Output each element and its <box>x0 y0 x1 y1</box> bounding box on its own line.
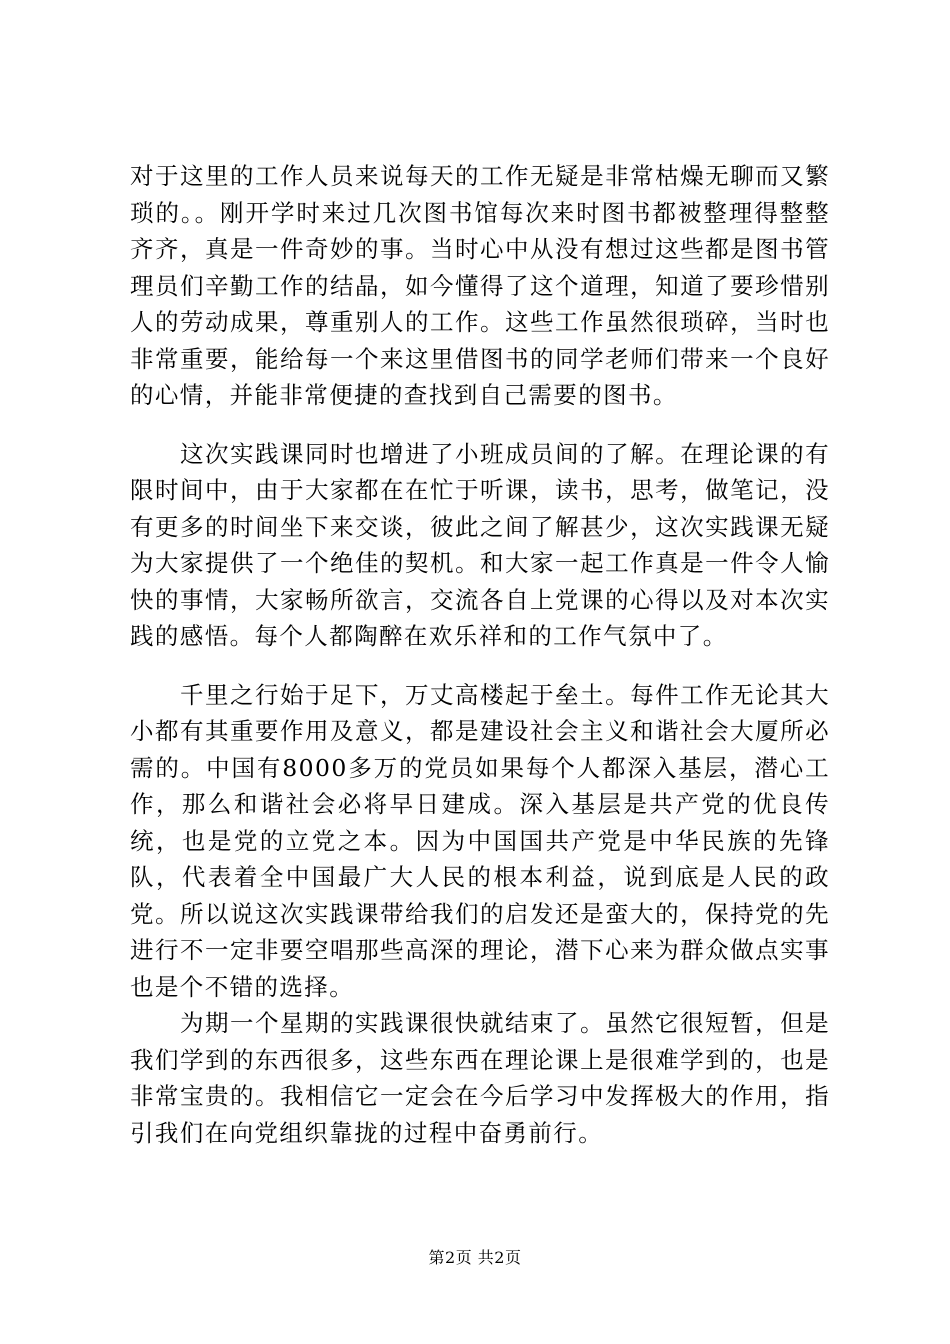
document-body <box>130 158 830 1151</box>
paragraph-library-work: 对于这里的工作人员来说每天的工作无疑是非常枯燥无聊而又繁琐的。。刚开学时来过几次图书馆每次来时图书都被整理得整整齐齐，真是一件奇妙的事。当时心中从没有想过这些都是图书管理员们辛勤工作的结晶，如今懂得了这个道理，知道了要珍惜别人的劳动成果，尊重别人的工作。这些工作虽然很琐碎，当时也非常重要，能给每一个来这里借图书的同学老师们带来一个良好的心情，并能非常便捷的查找到自己需要的图书。 <box>130 162 830 409</box>
paragraph-conclusion: 为期一个星期的实践课很快就结束了。虽然它很短暂，但是我们学到的东西很多，这些东西在理论课上是很难学到的，也是非常宝贵的。我相信它一定会在今后学习中发挥极大的作用，指引我们在向党组织靠拢的过程中奋勇前行。 <box>130 1009 830 1147</box>
paragraph-team-understanding: 这次实践课同时也增进了小班成员间的了解。在理论课的有限时间中，由于大家都在在忙于听课，读书，思考，做笔记，没有更多的时间坐下来交谈，彼此之间了解甚少，这次实践课无疑为大家提供了一个绝佳的契机。和大家一起工作真是一件令人愉快的事情，大家畅所欲言，交流各自上党课的心得以及对本次实践的感悟。每个人都陶醉在欢乐祥和的工作气氛中了。 <box>130 439 830 650</box>
page-number-footer: 第2页 共2页 <box>428 1248 522 1267</box>
paragraph-grassroots: 千里之行始于足下，万丈高楼起于垒土。每件工作无论其大小都有其重要作用及意义，都是建设社会主义和谐社会大厦所必需的。中国有8000多万的党员如果每个人都深入基层，潜心工作，那么和谐社会必将早日建成。深入基层是共产党的优良传统，也是党的立党之本。因为中国国共产党是中华民族的先锋队，代表着全中国最广大人民的根本利益，说到底是人民的政党。所以说这次实践课带给我们的启发还是蛮大的，保持党的先进行不一定非要空唱那些高深的理论，潜下心来为群众做点实事也是个不错的选择。 <box>130 680 830 1001</box>
